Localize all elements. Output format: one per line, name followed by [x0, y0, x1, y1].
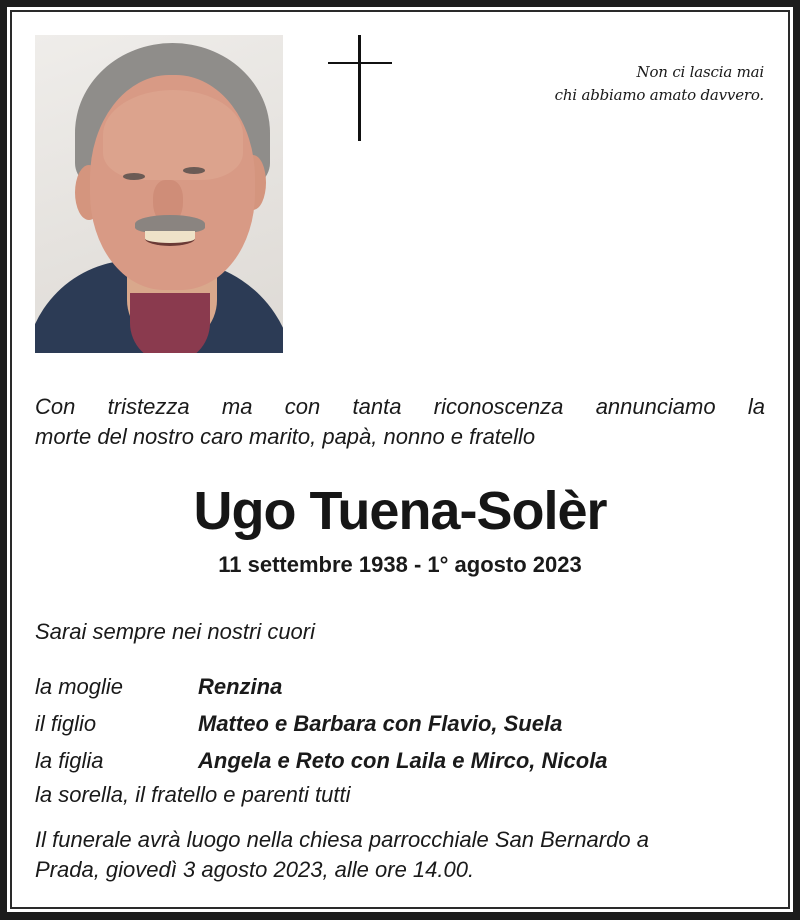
relative-names: Renzina	[198, 673, 283, 699]
announcement-text	[35, 392, 765, 452]
family-row-son	[35, 705, 775, 742]
funeral-line-2: Prada, giovedì 3 agosto 2023, alle ore 14.00.	[35, 857, 475, 882]
funeral-details	[35, 825, 775, 885]
portrait-photo	[35, 35, 283, 353]
life-dates: 11 settembre 1938 - 1° agosto 2023	[218, 552, 582, 577]
relation-label: il figlio	[35, 710, 97, 736]
funeral-line-1: Il funerale avrà luogo nella chiesa parrocchiale San Bernardo a	[35, 827, 649, 852]
announcement-line-1: Con tristezza ma con tanta riconoscenza annunciamo la	[35, 394, 765, 419]
memorial-motto: Sarai sempre nei nostri cuori	[35, 619, 316, 644]
quote-line-2: chi abbiamo amato davvero.	[554, 86, 764, 104]
deceased-name: Ugo Tuena-Solèr	[193, 481, 607, 541]
relation-label: la moglie	[35, 673, 124, 699]
announcement-line-2: morte del nostro caro marito, papà, nonno e fratello	[35, 424, 536, 449]
quote-line-1: Non ci lascia mai	[636, 63, 764, 81]
other-relatives: la sorella, il fratello e parenti tutti	[35, 782, 351, 807]
family-row-daughter	[35, 742, 775, 779]
family-row-wife	[35, 668, 775, 705]
relative-names: Angela e Reto con Laila e Mirco, Nicola	[198, 747, 608, 773]
epigraph-quote	[464, 61, 764, 107]
relation-label: la figlia	[35, 747, 104, 773]
relative-names: Matteo e Barbara con Flavio, Suela	[198, 710, 563, 736]
family-list	[35, 668, 775, 779]
